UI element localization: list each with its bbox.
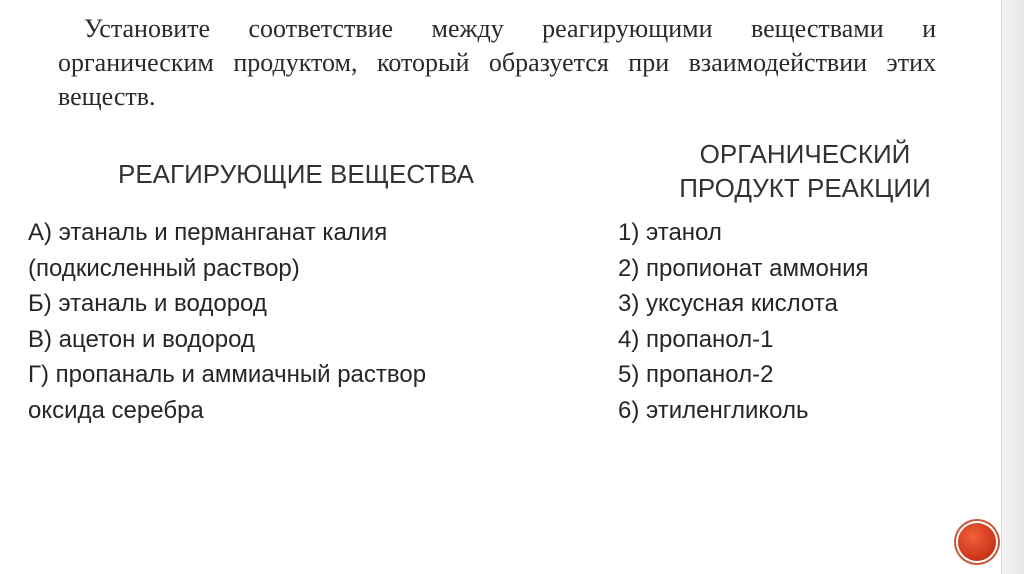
product-item: 2) пропионат аммония [618,254,869,282]
products-header-line-1: ОРГАНИЧЕСКИЙ [699,139,911,169]
product-item: 4) пропанол-1 [618,325,774,353]
product-item: 3) уксусная кислота [618,290,838,317]
reactant-line: А) этаналь и перманганат калия [28,219,388,246]
product-item: 6) этиленгликоль [618,396,809,424]
reactant-line: В) ацетон и водород [28,325,255,353]
reactants-column-header: РЕАГИРУЮЩИЕ ВЕЩЕСТВА [118,159,474,189]
circle-nav-icon[interactable] [958,523,996,561]
products-list [618,215,938,428]
reactants-list [28,215,548,428]
products-header-line-2: ПРОДУКТ РЕАКЦИИ [679,173,931,203]
slide-edge-bar [1001,0,1024,574]
product-item: 5) пропанол-2 [618,361,774,388]
task-instruction: Установите соответствие между реагирующими веществами и органическим продуктом, который образуется при взаимодействии этих веществ. [58,14,936,111]
reactant-line: Б) этаналь и водород [28,290,267,317]
product-item: 1) этанол [618,219,722,246]
reactant-line: (подкисленный раствор) [28,254,300,282]
products-column-header [640,137,970,205]
reactant-line: Г) пропаналь и аммиачный раствор [28,361,427,388]
reactant-line: оксида серебра [28,396,204,424]
